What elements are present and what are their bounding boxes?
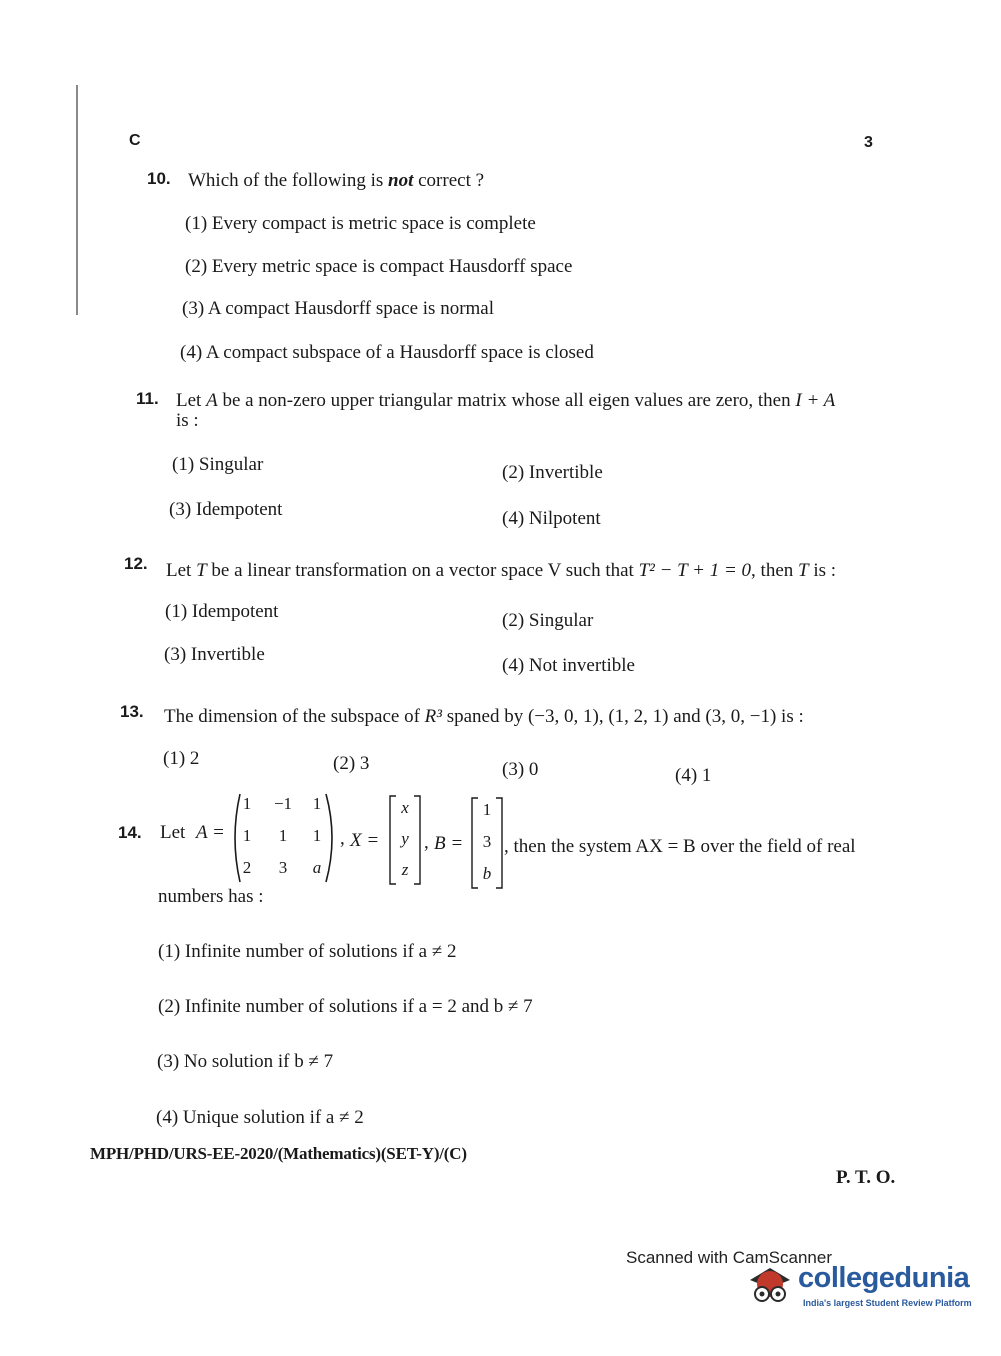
question-tail: , then the system AX = B over the field of real [504,836,856,857]
option: (1) Singular [172,454,264,475]
question-number: 10. [147,169,171,188]
collegedunia-mascot-icon [744,1258,796,1308]
option: (4) A compact subspace of a Hausdorff space is closed [180,342,594,363]
option: (2) Singular [502,610,594,631]
matrix-cell: 1 [312,794,322,813]
option: (1) Idempotent [165,601,279,622]
question-text: The dimension of the subspace of R³ spaned by (−3, 0, 1), (1, 2, 1) and (3, 0, −1) is : [164,706,804,727]
comma: , [340,828,345,849]
question-text-line2: numbers has : [158,886,264,907]
matrix-cell: −1 [273,794,293,813]
question-number: 14. [118,823,142,842]
collegedunia-brand: collegedunia [798,1262,970,1294]
mascot-icon-graphic [744,1258,796,1308]
vector-b [470,796,504,890]
matrix-a-label: A = [196,822,225,843]
question-number: 13. [120,702,144,721]
matrix-cell: 1 [242,826,252,845]
question-text: Let T be a linear transformation on a vector space V such that T² − T + 1 = 0, then T is : [166,560,837,581]
matrix-cell: 1 [312,826,322,845]
vector-cell: 1 [482,800,492,819]
matrix-cell: 1 [242,794,252,813]
option: (2) Every metric space is compact Hausdorff space [185,256,573,277]
vector-cell: z [401,860,409,879]
option: (3) 0 [502,759,539,780]
page-number: 3 [864,134,873,151]
option: (4) Unique solution if a ≠ 2 [156,1107,364,1128]
matrix-cell: a [312,858,322,877]
question-text: Let A be a non-zero upper triangular matrix whose all eigen values are zero, then I + A [176,390,836,411]
vector-cell: x [401,798,409,817]
comma: , [424,832,429,853]
option: (4) Not invertible [502,655,635,676]
vector-x [388,794,422,886]
exam-code: MPH/PHD/URS-EE-2020/(Mathematics)(SET-Y)/(C) [90,1144,467,1163]
option: (2) Infinite number of solutions if a = 2 and b ≠ 7 [158,996,533,1017]
vector-x-label: X = [350,830,380,851]
option: (4) Nilpotent [502,508,601,529]
vector-cell: b [482,864,492,883]
question-number: 12. [124,554,148,573]
option: (1) 2 [163,748,200,769]
option: (3) No solution if b ≠ 7 [157,1051,334,1072]
vector-cell: y [401,829,409,848]
matrix-cell: 3 [278,858,288,877]
margin-line [76,85,78,315]
option: (3) A compact Hausdorff space is normal [182,298,495,319]
question-text-line2: is : [176,410,199,431]
vector-cell: 3 [482,832,492,851]
option: (3) Invertible [164,644,265,665]
option: (2) 3 [333,753,370,774]
matrix-cell: 1 [278,826,288,845]
matrix-cell: 2 [242,858,252,877]
question-number: 11. [136,389,159,408]
collegedunia-tagline: India's largest Student Review Platform [803,1298,972,1308]
question-let: Let [160,822,186,843]
option: (4) 1 [675,765,712,786]
matrix-a [228,792,340,884]
question-text: Which of the following is not correct ? [188,170,485,191]
option: (2) Invertible [502,462,603,483]
option: (1) Infinite number of solutions if a ≠ 2 [158,941,457,962]
option: (3) Idempotent [169,499,283,520]
option: (1) Every compact is metric space is complete [185,213,536,234]
vector-b-label: B = [434,833,464,854]
scanned-with-label: Scanned with CamScanner [626,1248,833,1267]
set-letter: C [129,132,141,149]
pto-label: P. T. O. [836,1167,896,1188]
